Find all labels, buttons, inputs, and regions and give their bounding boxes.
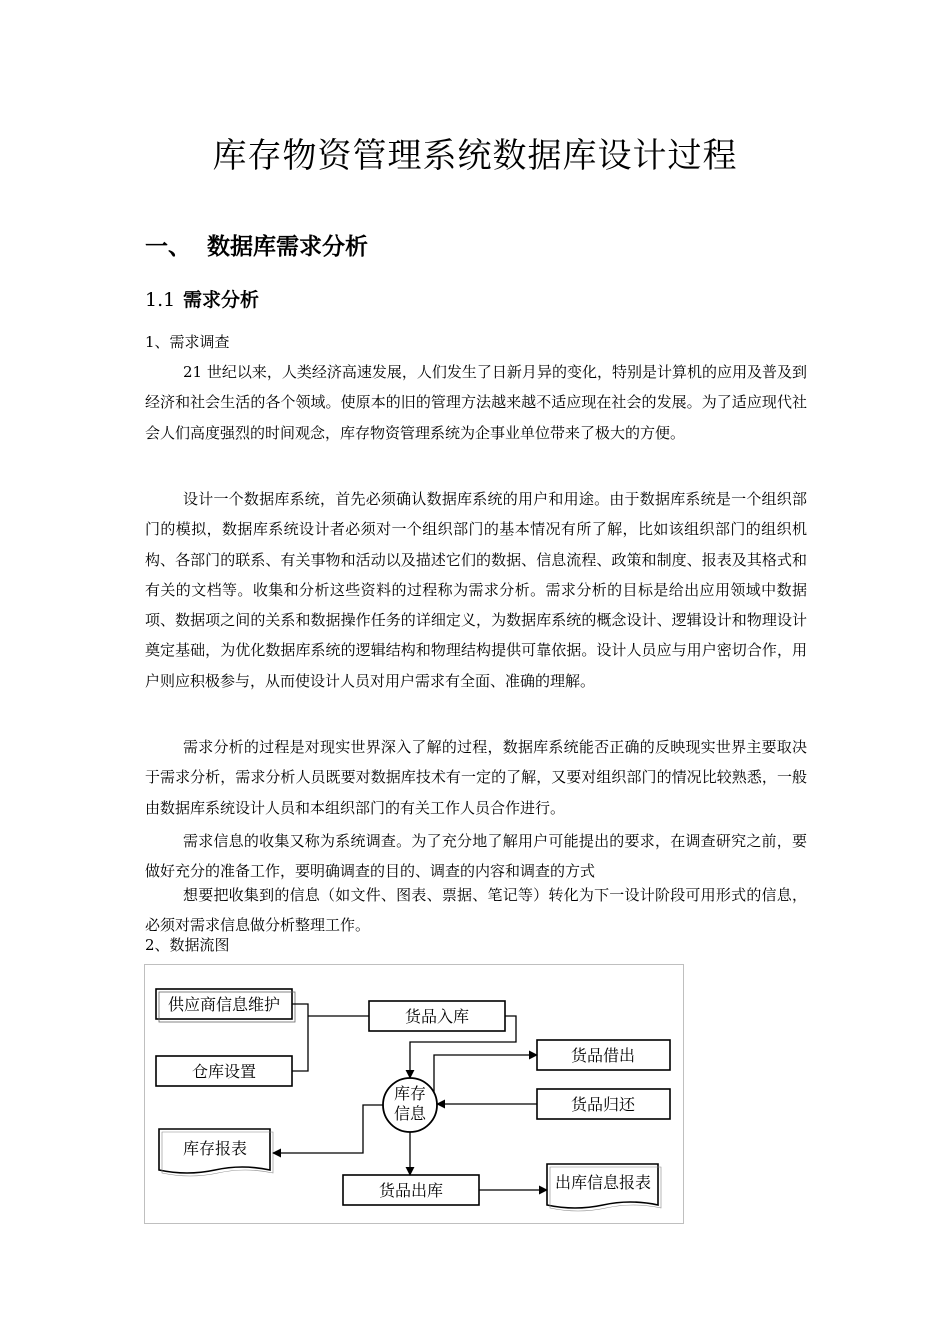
section-number: 一、 <box>145 234 191 260</box>
connector-setup-bracket <box>292 1004 308 1071</box>
subsection-title: 需求分析 <box>183 289 260 311</box>
data-flow-diagram <box>144 964 684 1224</box>
node-supplier <box>156 989 295 1022</box>
paragraph-4: 需求信息的收集又称为系统调查。为了充分地了解用户可能提出的要求，在调查研究之前，要做好充分的准备工作，要明确调查的目的、调查的内容和调查的方式 <box>145 832 807 881</box>
subsection-heading-1-1 <box>145 286 259 314</box>
node-warehouse <box>156 1056 292 1086</box>
node-goods-borrow <box>537 1040 670 1070</box>
paragraph-1: 21 世纪以来，人类经济高速发展，人们发生了日新月异的变化，特别是计算机的应用及普及到经济和社会生活的各个领域。使原本的旧的管理方法越来越不适应现在社会的发展。为了适应现代社会人们高度强烈的时间观念，库存物资管理系统为企事业单位带来了极大的方便。 <box>145 363 807 442</box>
node-inventory-report-label: 库存报表 <box>182 1139 248 1158</box>
node-goods-in <box>369 1001 505 1031</box>
document-title: 库存物资管理系统数据库设计过程 <box>212 136 738 176</box>
node-supplier-label: 供应商信息维护 <box>167 995 281 1014</box>
node-goods-return-label: 货品归还 <box>570 1095 636 1114</box>
node-inventory-label-line2: 信息 <box>393 1104 427 1123</box>
subsection-number: 1.1 <box>145 289 176 311</box>
node-goods-out-label: 货品出库 <box>378 1181 444 1200</box>
node-inventory-report <box>159 1129 273 1176</box>
paragraph-3: 需求分析的过程是对现实世界深入了解的过程，数据库系统能否正确的反映现实世界主要取决于需求分析，需求分析人员既要对数据库技术有一定的了解，又要对组织部门的情况比较熟悉，一般由数据库系统设计人员和本组织部门的有关工作人员合作进行。 <box>145 738 807 817</box>
item-heading-requirements-survey: 1、需求调查 <box>145 333 230 351</box>
section-title: 数据库需求分析 <box>207 234 368 260</box>
node-warehouse-label: 仓库设置 <box>191 1062 257 1081</box>
node-goods-return <box>537 1089 670 1119</box>
paragraph-2: 设计一个数据库系统，首先必须确认数据库系统的用户和用途。由于数据库系统是一个组织部门的模拟，数据库系统设计者必须对一个组织部门的基本情况有所了解，比如该组织部门的组织机构、各部门的联系、有关事物和活动以及描述它们的数据、信息流程、政策和制度、报表及其格式和有关的文档等。收集和分析这些资料的过程称为需求分析。需求分析的目标是给出应用领域中数据项、数据项之间的关系和数据操作任务的详细定义，为数据库系统的概念设计、逻辑设计和物理设计奠定基础，为优化数据库系统的逻辑结构和物理结构提供可靠依据。设计人员应与用户密切合作，用户则应积极参与，从而使设计人员对用户需求有全面、准确的理解。 <box>145 490 807 690</box>
item-heading-data-flow: 2、数据流图 <box>145 936 230 954</box>
node-goods-in-label: 货品入库 <box>404 1007 470 1026</box>
diagram-canvas <box>145 965 683 1223</box>
node-inventory-info <box>383 1078 437 1132</box>
section-heading-1 <box>145 230 368 264</box>
connector-inventory-to-report <box>273 1105 383 1153</box>
connector-inventory-to-borrow <box>434 1055 537 1092</box>
paragraph-5: 想要把收集到的信息（如文件、图表、票据、笔记等）转化为下一设计阶段可用形式的信息，必须对需求信息做分析整理工作。 <box>145 886 807 935</box>
node-goods-out <box>343 1175 479 1205</box>
node-outbound-report-label: 出库信息报表 <box>554 1173 652 1192</box>
node-outbound-report <box>547 1164 661 1211</box>
node-goods-borrow-label: 货品借出 <box>570 1046 636 1065</box>
node-inventory-label-line1: 库存 <box>393 1084 427 1103</box>
